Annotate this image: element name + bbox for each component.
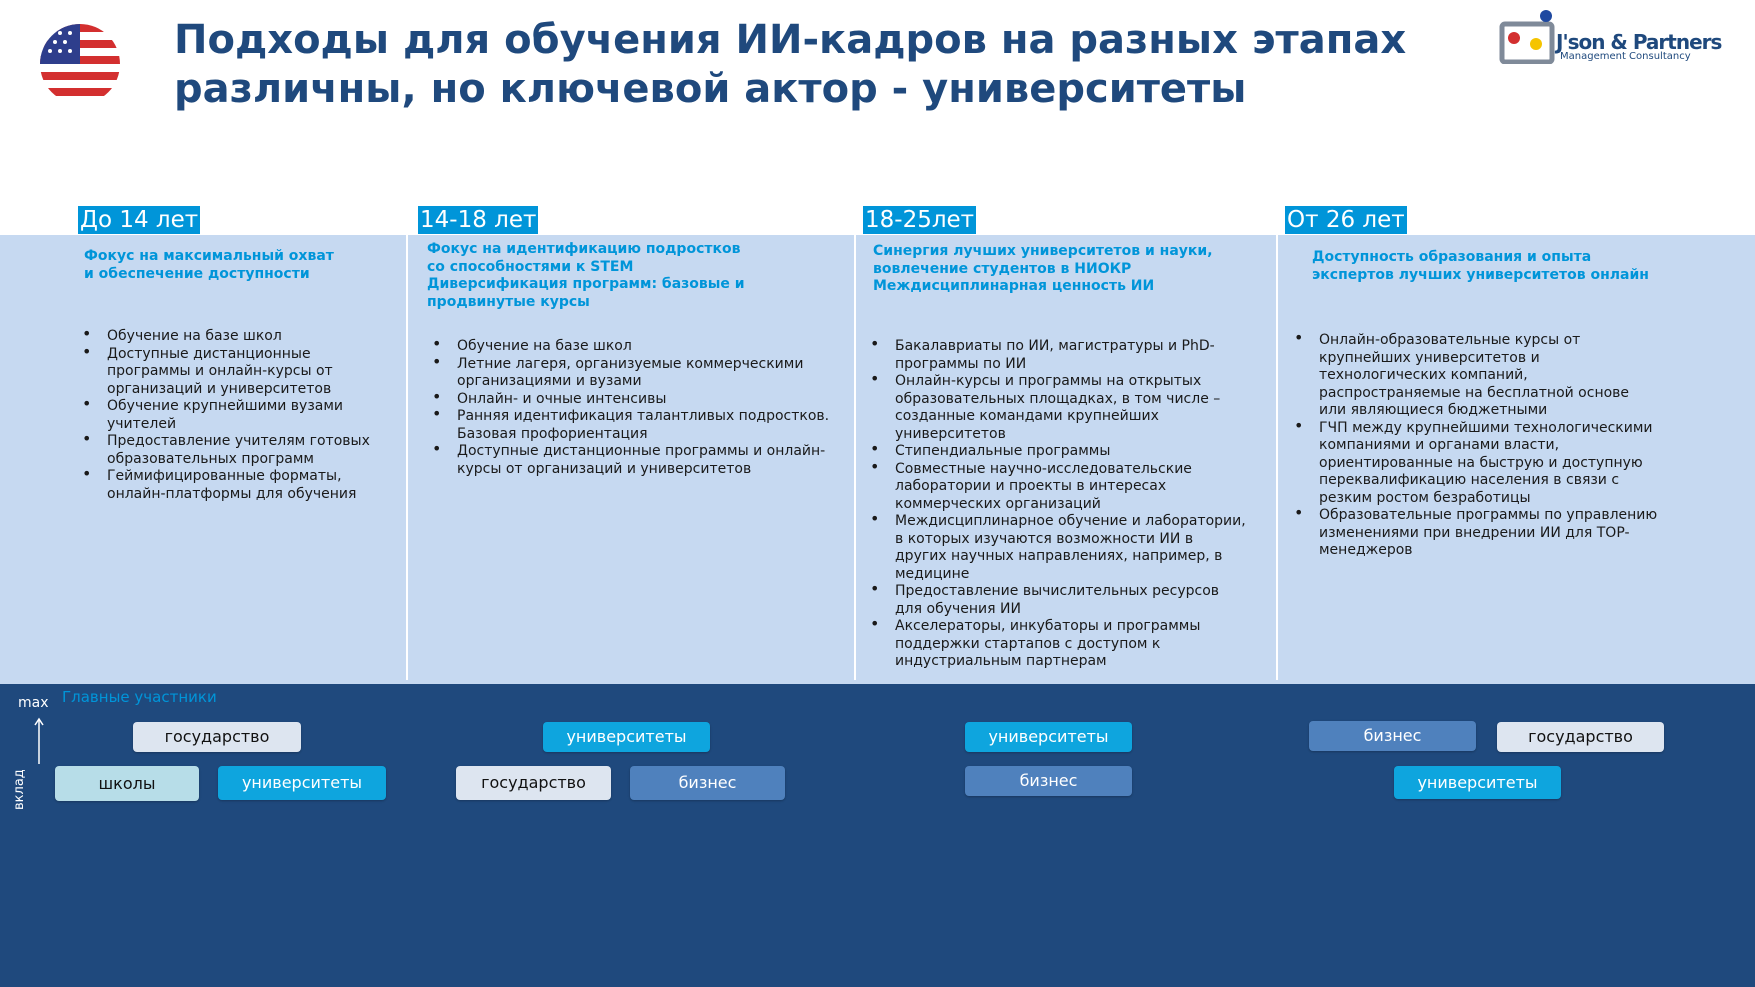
stage-2-bullets [430,338,850,478]
participant-chip-business: бизнес [1309,721,1476,751]
bullet-item: • Бакалавриаты по ИИ, магистратуры и PhD-программы по ИИ [868,338,1246,373]
stage-1-bullets [80,328,395,503]
stage-label-3: 18-25лет [865,207,975,233]
usa-flag-icon [40,24,120,104]
bullet-item: • Междисциплинарное обучение и лаборатории, в которых изучаются возможности ИИ в других научных направлениях, например, в медицине [868,513,1246,583]
focus-line: и обеспечение доступности [84,265,310,282]
bullet-item: • Летние лагеря, организуемые коммерческими организациями и вузами [430,356,850,391]
focus-line: продвинутые курсы [427,293,590,310]
logo-subtitle: Management Consultancy [1560,51,1691,62]
bullet-item: • Совместные научно-исследовательские лаборатории и проекты в интересах коммерческих организаций [868,461,1246,514]
bullet-item: • ГЧП между крупнейшими технологическими компаниями и органами власти, ориентированные на быструю и доступную переквалификацию населения в связи с резким ростом безработицы [1292,420,1660,508]
stage-3-focus [873,243,1213,296]
logo-mark-icon [1498,8,1558,64]
bullet-item: • Онлайн- и очные интенсивы [430,391,850,409]
participant-chip-universities: университеты [1394,766,1561,799]
participant-chip-schools: школы [55,766,199,801]
participant-chip-universities: университеты [965,722,1132,752]
focus-line: Доступность образования и опыта [1312,249,1592,265]
focus-line: Междисциплинарная ценность ИИ [873,278,1155,294]
stage-divider [854,235,856,680]
participant-chip-universities: университеты [543,722,710,752]
bullet-item: • Предоставление учителям готовых образовательных программ [80,433,395,468]
participants-title: Главные участники [62,688,217,706]
title-line-1: Подходы для обучения ИИ-кадров на разных этапах [174,17,1407,63]
focus-line: вовлечение студентов в НИОКР [873,260,1132,277]
bullet-item: • Образовательные программы по управлению изменениями при внедрении ИИ для TOP-менеджеров [1292,507,1660,560]
stage-label-4: От 26 лет [1287,207,1405,233]
stage-1-focus [84,248,334,283]
stage-4-focus [1312,249,1649,284]
bullet-item: • Ранняя идентификация талантливых подростков. Базовая профориентация [430,408,850,443]
bullet-item: • Стипендиальные программы [868,443,1246,461]
participant-chip-government: государство [1497,722,1664,752]
stage-divider [406,235,408,680]
focus-line: со способностями к STEM [427,258,634,275]
bullet-item: • Обучение крупнейшими вузами учителей [80,398,395,433]
participant-chip-business: бизнес [630,766,785,800]
participant-chip-government: государство [133,722,301,752]
arrow-up-icon [32,716,46,764]
page-title [174,16,1434,114]
stage-4-bullets [1292,332,1660,560]
bullet-item: • Обучение на базе школ [80,328,395,346]
focus-line: Синергия лучших университетов и науки, [873,243,1213,259]
bullet-item: • Доступные дистанционные программы и онлайн-курсы от организаций и университетов [80,346,395,399]
focus-line: Фокус на максимальный охват [84,248,334,264]
title-line-2: различны, но ключевой актор - университеты [174,66,1247,112]
bullet-item: • Доступные дистанционные программы и онлайн-курсы от организаций и университетов [430,443,850,478]
stage-2-focus [427,241,745,311]
bullet-item: • Предоставление вычислительных ресурсов для обучения ИИ [868,583,1246,618]
bullet-item: • Онлайн-курсы и программы на открытых образовательных площадках, в том числе – созданные командами крупнейших университетов [868,373,1246,443]
participant-chip-business: бизнес [965,766,1132,796]
logo-name: J'son & Partners [1556,30,1722,54]
stage-label-1: До 14 лет [80,207,199,233]
bullet-item: • Акселераторы, инкубаторы и программы поддержки стартапов с доступом к индустриальным партнерам [868,618,1246,671]
bullet-item: • Геймифицированные форматы, онлайн-платформы для обучения [80,468,395,503]
stage-label-2: 14-18 лет [420,207,537,233]
focus-line: Фокус на идентификацию подростков [427,241,741,257]
stage-3-bullets [868,338,1246,671]
focus-line: экспертов лучших университетов онлайн [1312,266,1649,283]
company-logo [1498,8,1722,68]
bullet-item: • Обучение на базе школ [430,338,850,356]
participant-chip-government: государство [456,766,611,800]
axis-max-label: max [18,695,49,711]
focus-line: Диверсификация программ: базовые и [427,276,745,292]
axis-label: вклад [12,769,27,810]
bullet-item: • Онлайн-образовательные курсы от крупнейших университетов и технологических компаний, распространяемые на бесплатной основе или являющиеся бюджетными [1292,332,1660,420]
stage-divider [1276,235,1278,680]
participant-chip-universities: университеты [218,766,386,800]
